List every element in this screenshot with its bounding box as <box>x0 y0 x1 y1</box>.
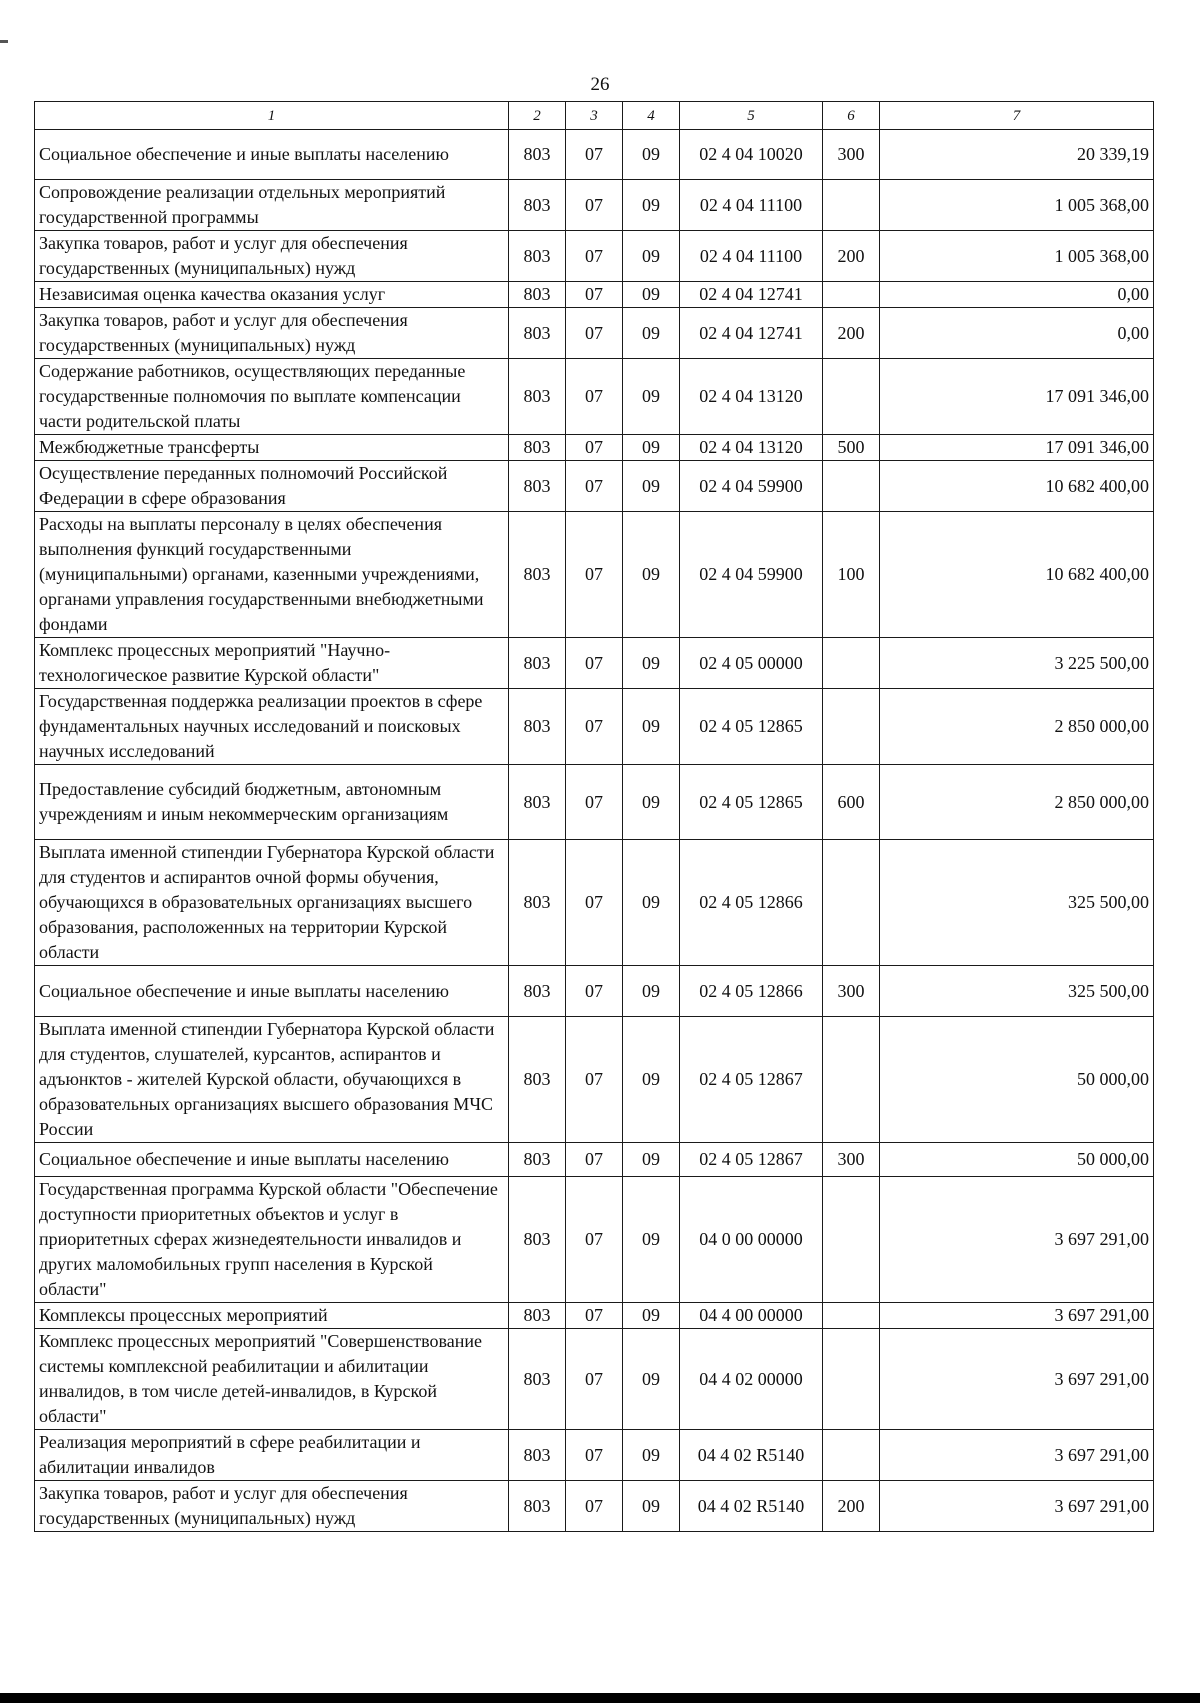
row-name: Закупка товаров, работ и услуг для обеспечения государственных (муниципальных) нужд <box>35 1481 509 1532</box>
row-target-article: 02 4 05 12865 <box>680 689 823 765</box>
table-row <box>35 1430 1154 1481</box>
row-amount: 2 850 000,00 <box>880 765 1154 840</box>
row-amount: 3 697 291,00 <box>880 1329 1154 1430</box>
row-name: Содержание работников, осуществляющих переданные государственные полномочия по выплате компенсации части родительской платы <box>35 359 509 435</box>
row-ministry-code: 803 <box>509 308 566 359</box>
table-row <box>35 130 1154 180</box>
row-target-article: 02 4 04 59900 <box>680 512 823 638</box>
table-row <box>35 638 1154 689</box>
row-target-article: 02 4 04 12741 <box>680 308 823 359</box>
row-subsection-code: 09 <box>623 1430 680 1481</box>
table-row <box>35 1017 1154 1143</box>
table-row <box>35 359 1154 435</box>
row-section-code: 07 <box>566 130 623 180</box>
row-amount: 10 682 400,00 <box>880 461 1154 512</box>
row-expense-type: 500 <box>823 435 880 461</box>
row-section-code: 07 <box>566 308 623 359</box>
row-ministry-code: 803 <box>509 512 566 638</box>
row-ministry-code: 803 <box>509 1481 566 1532</box>
table-row <box>35 689 1154 765</box>
row-ministry-code: 803 <box>509 1329 566 1430</box>
row-name: Государственная поддержка реализации проектов в сфере фундаментальных научных исследований и поисковых научных исследований <box>35 689 509 765</box>
row-target-article: 02 4 05 12866 <box>680 840 823 966</box>
row-ministry-code: 803 <box>509 435 566 461</box>
row-target-article: 02 4 04 13120 <box>680 435 823 461</box>
row-subsection-code: 09 <box>623 1177 680 1303</box>
row-amount: 3 697 291,00 <box>880 1303 1154 1329</box>
row-target-article: 02 4 05 12865 <box>680 765 823 840</box>
row-name: Комплексы процессных мероприятий <box>35 1303 509 1329</box>
row-section-code: 07 <box>566 765 623 840</box>
row-section-code: 07 <box>566 435 623 461</box>
row-target-article: 02 4 04 11100 <box>680 231 823 282</box>
row-subsection-code: 09 <box>623 1329 680 1430</box>
row-expense-type <box>823 282 880 308</box>
row-expense-type <box>823 1017 880 1143</box>
row-ministry-code: 803 <box>509 1177 566 1303</box>
row-name: Расходы на выплаты персоналу в целях обеспечения выполнения функций государственными (муниципальными) органами, казенными учреждениями, органами управления государственными внебюджетными фондами <box>35 512 509 638</box>
row-amount: 17 091 346,00 <box>880 435 1154 461</box>
column-header-6: 6 <box>823 102 880 130</box>
row-section-code: 07 <box>566 1303 623 1329</box>
table-body <box>35 130 1154 1532</box>
table-row <box>35 435 1154 461</box>
table-row <box>35 966 1154 1017</box>
row-section-code: 07 <box>566 359 623 435</box>
row-target-article: 04 4 02 R5140 <box>680 1481 823 1532</box>
row-expense-type: 200 <box>823 231 880 282</box>
row-name: Комплекс процессных мероприятий "Научно-технологическое развитие Курской области" <box>35 638 509 689</box>
table-row <box>35 231 1154 282</box>
row-subsection-code: 09 <box>623 435 680 461</box>
row-expense-type: 300 <box>823 966 880 1017</box>
row-subsection-code: 09 <box>623 966 680 1017</box>
row-expense-type: 100 <box>823 512 880 638</box>
header-row <box>35 102 1154 130</box>
row-target-article: 04 0 00 00000 <box>680 1177 823 1303</box>
row-subsection-code: 09 <box>623 1143 680 1177</box>
row-subsection-code: 09 <box>623 689 680 765</box>
row-expense-type <box>823 180 880 231</box>
row-amount: 3 697 291,00 <box>880 1177 1154 1303</box>
row-target-article: 02 4 05 12867 <box>680 1143 823 1177</box>
table-row <box>35 1303 1154 1329</box>
row-subsection-code: 09 <box>623 231 680 282</box>
row-name: Выплата именной стипендии Губернатора Курской области для студентов и аспирантов очной формы обучения, обучающихся в образовательных организациях высшего образования, расположенных на территории Курской области <box>35 840 509 966</box>
row-target-article: 04 4 00 00000 <box>680 1303 823 1329</box>
row-target-article: 02 4 04 59900 <box>680 461 823 512</box>
row-section-code: 07 <box>566 1177 623 1303</box>
table-row <box>35 308 1154 359</box>
scan-bottom-edge <box>0 1693 1200 1703</box>
row-ministry-code: 803 <box>509 282 566 308</box>
row-target-article: 02 4 05 00000 <box>680 638 823 689</box>
row-amount: 17 091 346,00 <box>880 359 1154 435</box>
row-expense-type: 300 <box>823 1143 880 1177</box>
row-amount: 20 339,19 <box>880 130 1154 180</box>
row-expense-type: 300 <box>823 130 880 180</box>
row-ministry-code: 803 <box>509 461 566 512</box>
table-row <box>35 840 1154 966</box>
row-name: Социальное обеспечение и иные выплаты населению <box>35 966 509 1017</box>
row-subsection-code: 09 <box>623 461 680 512</box>
row-target-article: 02 4 04 13120 <box>680 359 823 435</box>
row-target-article: 04 4 02 00000 <box>680 1329 823 1430</box>
row-name: Социальное обеспечение и иные выплаты населению <box>35 130 509 180</box>
row-section-code: 07 <box>566 966 623 1017</box>
row-amount: 0,00 <box>880 282 1154 308</box>
row-section-code: 07 <box>566 1143 623 1177</box>
row-section-code: 07 <box>566 282 623 308</box>
row-subsection-code: 09 <box>623 359 680 435</box>
row-ministry-code: 803 <box>509 231 566 282</box>
row-target-article: 02 4 05 12867 <box>680 1017 823 1143</box>
row-subsection-code: 09 <box>623 512 680 638</box>
row-ministry-code: 803 <box>509 840 566 966</box>
row-subsection-code: 09 <box>623 180 680 231</box>
table-row <box>35 180 1154 231</box>
row-name: Осуществление переданных полномочий Российской Федерации в сфере образования <box>35 461 509 512</box>
row-subsection-code: 09 <box>623 308 680 359</box>
row-expense-type <box>823 689 880 765</box>
column-header-3: 3 <box>566 102 623 130</box>
row-target-article: 04 4 02 R5140 <box>680 1430 823 1481</box>
table-row <box>35 512 1154 638</box>
row-amount: 50 000,00 <box>880 1017 1154 1143</box>
row-ministry-code: 803 <box>509 765 566 840</box>
row-amount: 1 005 368,00 <box>880 231 1154 282</box>
row-target-article: 02 4 04 12741 <box>680 282 823 308</box>
budget-table <box>34 101 1154 1532</box>
row-section-code: 07 <box>566 1017 623 1143</box>
row-ministry-code: 803 <box>509 1303 566 1329</box>
row-name: Государственная программа Курской области "Обеспечение доступности приоритетных объектов и услуг в приоритетных сферах жизнедеятельности инвалидов и других маломобильных групп населения в Курской области" <box>35 1177 509 1303</box>
row-subsection-code: 09 <box>623 1303 680 1329</box>
row-expense-type: 200 <box>823 308 880 359</box>
table-row <box>35 461 1154 512</box>
row-subsection-code: 09 <box>623 282 680 308</box>
column-header-2: 2 <box>509 102 566 130</box>
column-header-1: 1 <box>35 102 509 130</box>
row-amount: 50 000,00 <box>880 1143 1154 1177</box>
scan-edge-mark <box>0 40 8 43</box>
table-row <box>35 1329 1154 1430</box>
row-expense-type <box>823 1329 880 1430</box>
row-section-code: 07 <box>566 180 623 231</box>
row-ministry-code: 803 <box>509 1017 566 1143</box>
row-section-code: 07 <box>566 512 623 638</box>
row-section-code: 07 <box>566 1481 623 1532</box>
row-name: Закупка товаров, работ и услуг для обеспечения государственных (муниципальных) нужд <box>35 231 509 282</box>
row-expense-type <box>823 461 880 512</box>
row-target-article: 02 4 04 11100 <box>680 180 823 231</box>
row-name: Закупка товаров, работ и услуг для обеспечения государственных (муниципальных) нужд <box>35 308 509 359</box>
row-amount: 1 005 368,00 <box>880 180 1154 231</box>
row-amount: 0,00 <box>880 308 1154 359</box>
row-name: Предоставление субсидий бюджетным, автономным учреждениям и иным некоммерческим организациям <box>35 765 509 840</box>
row-ministry-code: 803 <box>509 180 566 231</box>
column-header-4: 4 <box>623 102 680 130</box>
row-expense-type <box>823 1303 880 1329</box>
row-expense-type: 600 <box>823 765 880 840</box>
row-ministry-code: 803 <box>509 638 566 689</box>
row-expense-type <box>823 638 880 689</box>
page-number: 26 <box>590 74 610 95</box>
row-subsection-code: 09 <box>623 1017 680 1143</box>
column-header-5: 5 <box>680 102 823 130</box>
table-row <box>35 1177 1154 1303</box>
row-subsection-code: 09 <box>623 765 680 840</box>
column-header-7: 7 <box>880 102 1154 130</box>
row-name: Комплекс процессных мероприятий "Совершенствование системы комплексной реабилитации и абилитации инвалидов, в том числе детей-инвалидов, в Курской области" <box>35 1329 509 1430</box>
row-name: Межбюджетные трансферты <box>35 435 509 461</box>
table-row <box>35 1481 1154 1532</box>
table-row <box>35 282 1154 308</box>
row-name: Выплата именной стипендии Губернатора Курской области для студентов, слушателей, курсантов, аспирантов и адъюнктов - жителей Курской области, обучающихся в образовательных организациях высшего образования МЧС России <box>35 1017 509 1143</box>
row-subsection-code: 09 <box>623 1481 680 1532</box>
row-ministry-code: 803 <box>509 130 566 180</box>
row-name: Реализация мероприятий в сфере реабилитации и абилитации инвалидов <box>35 1430 509 1481</box>
row-section-code: 07 <box>566 231 623 282</box>
row-amount: 3 697 291,00 <box>880 1430 1154 1481</box>
row-amount: 10 682 400,00 <box>880 512 1154 638</box>
row-section-code: 07 <box>566 1430 623 1481</box>
row-ministry-code: 803 <box>509 966 566 1017</box>
table-row <box>35 1143 1154 1177</box>
row-expense-type <box>823 840 880 966</box>
row-amount: 325 500,00 <box>880 840 1154 966</box>
row-ministry-code: 803 <box>509 689 566 765</box>
row-ministry-code: 803 <box>509 1430 566 1481</box>
row-amount: 3 697 291,00 <box>880 1481 1154 1532</box>
row-name: Сопровождение реализации отдельных мероприятий государственной программы <box>35 180 509 231</box>
row-target-article: 02 4 04 10020 <box>680 130 823 180</box>
row-amount: 325 500,00 <box>880 966 1154 1017</box>
row-name: Социальное обеспечение и иные выплаты населению <box>35 1143 509 1177</box>
row-section-code: 07 <box>566 689 623 765</box>
row-subsection-code: 09 <box>623 840 680 966</box>
row-subsection-code: 09 <box>623 130 680 180</box>
row-name: Независимая оценка качества оказания услуг <box>35 282 509 308</box>
row-expense-type <box>823 1177 880 1303</box>
row-section-code: 07 <box>566 1329 623 1430</box>
row-section-code: 07 <box>566 840 623 966</box>
row-section-code: 07 <box>566 638 623 689</box>
table-row <box>35 765 1154 840</box>
row-expense-type <box>823 1430 880 1481</box>
row-expense-type: 200 <box>823 1481 880 1532</box>
row-amount: 2 850 000,00 <box>880 689 1154 765</box>
row-ministry-code: 803 <box>509 1143 566 1177</box>
row-amount: 3 225 500,00 <box>880 638 1154 689</box>
row-expense-type <box>823 359 880 435</box>
row-target-article: 02 4 05 12866 <box>680 966 823 1017</box>
row-section-code: 07 <box>566 461 623 512</box>
row-ministry-code: 803 <box>509 359 566 435</box>
row-subsection-code: 09 <box>623 638 680 689</box>
